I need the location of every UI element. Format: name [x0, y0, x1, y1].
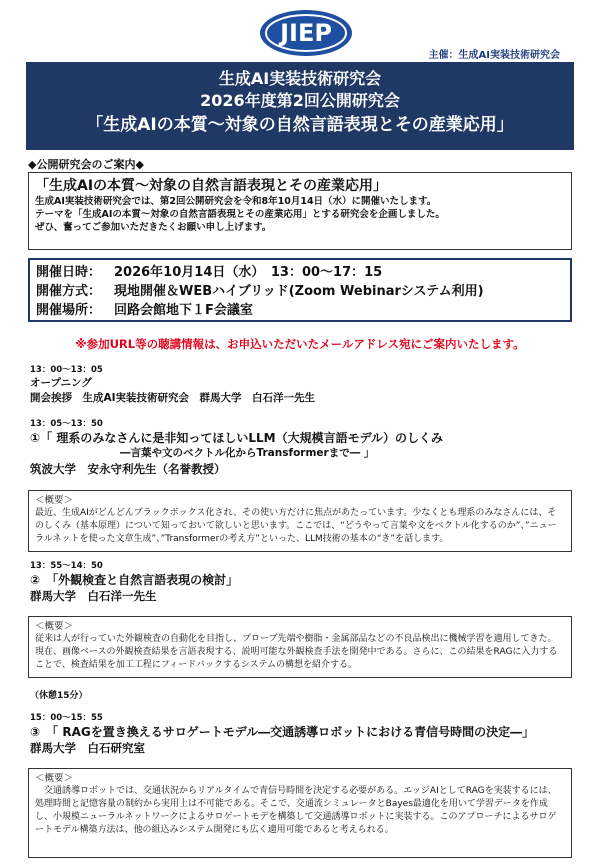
intro-line: テーマを「生成AIの本質～対象の自然言語表現とその産業応用」とする研究会を企画しました。: [35, 209, 445, 220]
break-label: （休憩15分）: [30, 691, 88, 701]
info-value: 回路会館地下１F会議室: [114, 303, 253, 318]
opening-section: [30, 364, 315, 406]
info-key: 開催日時：: [36, 265, 102, 280]
talk-speaker: 群馬大学 白石洋一先生: [30, 589, 157, 603]
abstract-text: 交通誘導ロボットでは、交通状況からリアルタイムで青信号時間を決定する必要がある。エッジAIとしてRAGを実装するには、処理時間と記憶容量の制約から実用上は不可能である。そこで、交通流シミュレータとBayes最適化を用いて学習データを作成し、小規模ニューラルネットワークによるサロゲートモデを構築して交通誘導ロボットに実装する。このアプローチによるサロゲートモデル構築方法は、他の組込みシステム開発にも広く適用可能であると考えられる。: [35, 786, 557, 835]
intro-line: ぜひ、奮ってご参加いただきたくお願い申し上げます。: [35, 222, 272, 233]
jiep-logo: [258, 8, 354, 58]
info-date: [36, 263, 564, 282]
talk-subtitle: ―言葉や文のベクトル化からTransformerまで― 」: [120, 447, 375, 459]
talk-speaker: 筑波大学 安永守利先生（名誉教授）: [30, 462, 226, 476]
url-notice: ※参加URL等の聴講情報は、お申込いただいたメールアドレス宛にご案内いたします。: [75, 337, 525, 351]
info-value: 2026年10月14日（水） 13：00～17：15: [114, 265, 383, 280]
logo-text: JIEP: [280, 19, 332, 47]
intro-heading: ◆公開研究会のご案内◆: [28, 158, 144, 171]
talk-2-abstract: [28, 616, 572, 678]
talk-title: ③ 「 RAGを置き換えるサロゲートモデル―交通誘導ロボットにおける青信号時間の決定―」: [30, 725, 535, 739]
info-key: 開催方式：: [36, 284, 102, 299]
abstract-heading: ＜概要＞: [35, 495, 74, 506]
talk-2: [30, 560, 238, 604]
abstract-heading: ＜概要＞: [35, 621, 74, 632]
banner-line-1: 生成AI実装技術研究会: [218, 69, 382, 88]
talk-time: 13：05～13：50: [30, 419, 103, 429]
title-banner: [26, 62, 574, 150]
talk-title: ①「 理系のみなさんに是非知ってほしいLLM（大規模言語モデル）のしくみ: [30, 431, 443, 445]
talk-3-abstract: [28, 768, 572, 858]
banner-line-2: 2026年度第2回公開研究会: [200, 91, 400, 110]
abstract-text: 最近、生成AIがどんどんブラックボックス化され、その使い方だけに焦点があたっています。少なくとも理系のみなさんには、そのしくみ（基本原理）について知っておいて欲しいと思います。ここでは、“どうやって言葉や文をベクトル化するのか”、”ニューラルネットを使った文章生成”、”Transformerの考え方”といった、LLM技術の基本の“き”を話します。: [35, 508, 557, 544]
intro-box: [28, 172, 572, 250]
talk-1-abstract: [28, 490, 572, 552]
talk-time: 15：00～15：55: [30, 713, 103, 723]
talk-speaker: 群馬大学 白石研究室: [30, 741, 145, 755]
organizer-label: 主催：生成AI実装技術研究会: [428, 50, 560, 61]
talk-title: ② 「外観検査と自然言語表現の検討」: [30, 573, 239, 587]
event-info-box: [28, 258, 572, 322]
opening-line: 開会挨拶 生成AI実装技術研究会 群馬大学 白石洋一先生: [30, 392, 316, 404]
talk-1: [30, 418, 443, 477]
abstract-text: 従来は人が行っていた外観検査の自動化を目指し、プローブ先端や樹脂・金属部品などの不良品検出に機械学習を適用してきた。現在、画像ベースの外観検査結果を言語表現する、説明可能な外観検査手法を開発中である。さらに、この結果をRAGに入力することで、検査結果を加工工程にフィードバックするシステムの構想を紹介する。: [35, 634, 558, 670]
opening-label: オープニング: [30, 377, 92, 389]
info-key: 開催場所：: [36, 303, 102, 318]
abstract-heading: ＜概要＞: [35, 773, 74, 784]
talk-3: [30, 712, 534, 756]
opening-time: 13：00～13：05: [30, 365, 103, 375]
intro-line: 生成AI実装技術研究会では、第2回公開研究会を令和8年10月14日（水）に開催いたします。: [35, 196, 437, 207]
info-format: [36, 282, 564, 301]
info-value: 現地開催＆WEBハイブリッド(Zoom Webinarシステム利用): [114, 284, 484, 299]
talk-time: 13：55～14：50: [30, 561, 103, 571]
info-venue: [36, 301, 564, 320]
banner-line-3: 「生成AIの本質～対象の自然言語表現とその産業応用」: [86, 115, 514, 135]
intro-title: 「生成AIの本質～対象の自然言語表現とその産業応用」: [35, 178, 388, 194]
